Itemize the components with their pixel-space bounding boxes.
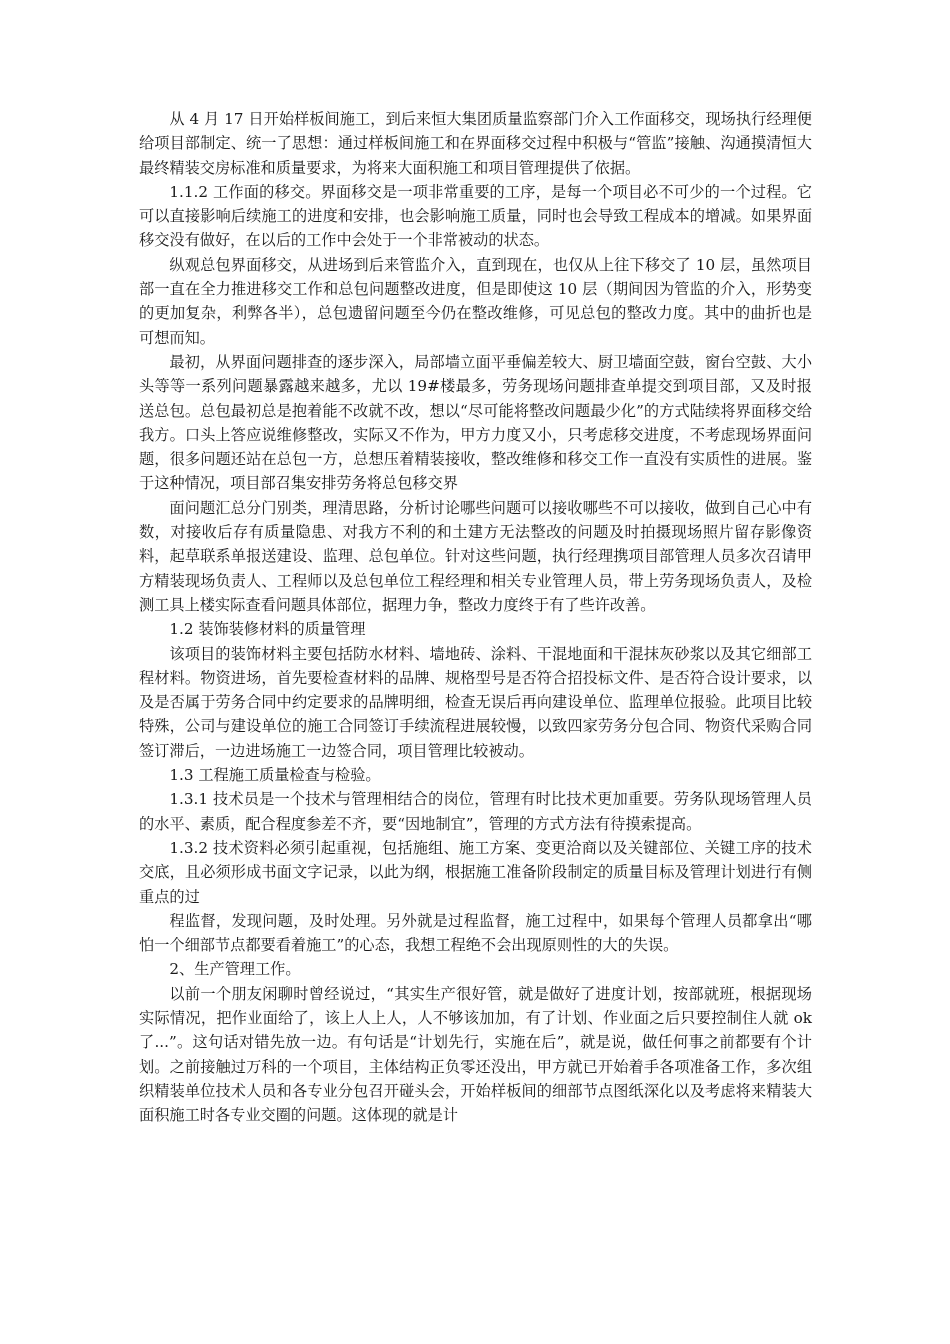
paragraph-1-3-2: 1.3.2 技术资料必须引起重视，包括施组、施工方案、变更洽商以及关键部位、关键工序的技术交底，且必须形成书面文字记录，以此为纲，根据施工准备阶段制定的质量目标及管理计划进行有侧重点的过 [139, 838, 812, 906]
paragraph-handover-overview: 纵观总包界面移交，从进场到后来管监介入，直到现在，也仅从上往下移交了 10 层，虽然项目部一直在全力推进移交工作和总包问题整改进度，但是即使这 10 层（期间因为管监的介入，形势变的更加复杂，利弊各半），总包遗留问题至今仍在整改维修，可见总包的整改力度。其中的曲折也是可想而知。 [139, 255, 812, 347]
paragraph-production-management: 以前一个朋友闲聊时曾经说过，“其实生产很好管，就是做好了进度计划，按部就班，根据现场实际情况，把作业面给了，该上人上人，人不够该加加，有了计划、作业面之后只要控制住人就 ok 了...”。这句话对错先放一边。有句话是“计划先行，实施在后”，就是说，做任何事之前都要有个计划。之前接触过万科的一个项目，主体结构正负零还没出，甲方就已开始着手各项准备工作，多次组织精装单位技术人员和各专业分包召开碰头会，开始样板间的细部节点图纸深化以及考虑将来精装大面积施工时各专业交圈的问题。这体现的就是计 [139, 984, 812, 1125]
paragraph-issue-summary: 面问题汇总分门别类，理清思路，分析讨论哪些问题可以接收哪些不可以接收，做到自己心中有数，对接收后存有质量隐患、对我方不利的和土建方无法整改的问题及时拍摄现场照片留存影像资料，起草联系单报送建设、监理、总包单位。针对这些问题，执行经理携项目部管理人员多次召请甲方精装现场负责人、工程师以及总包单位工程经理和相关专业管理人员，带上劳务现场负责人，及检测工具上楼实际查看问题具体部位，据理力争，整改力度终于有了些许改善。 [139, 498, 812, 614]
heading-2: 2、生产管理工作。 [169, 960, 301, 979]
paragraph-materials: 该项目的装饰材料主要包括防水材料、墙地砖、涂料、干混地面和干混抹灰砂浆以及其它细部工程材料。物资进场，首先要检查材料的品牌、规格型号是否符合招投标文件、是否符合设计要求，以及是否属于劳务合同中约定要求的品牌明细，检查无误后再向建设单位、监理单位报验。此项目比较特殊，公司与建设单位的施工合同签订手续流程进展较慢，以致四家劳务分包合同、物资代采购合同签订滞后，一边进场施工一边签合同，项目管理比较被动。 [139, 644, 812, 760]
paragraph-process-supervision: 程监督，发现问题，及时处理。另外就是过程监督，施工过程中，如果每个管理人员都拿出“哪怕一个细部节点都要看着施工”的心态，我想工程绝不会出现原则性的大的失误。 [139, 911, 812, 955]
paragraph-1-1-2: 1.1.2 工作面的移交。界面移交是一项非常重要的工序，是每一个项目必不可少的一个过程。它可以直接影响后续施工的进度和安排，也会影响施工质量，同时也会导致工程成本的增减。如果界面移交没有做好，在以后的工作中会处于一个非常被动的状态。 [139, 182, 812, 250]
paragraph-1-3-1: 1.3.1 技术员是一个技术与管理相结合的岗位，管理有时比技术更加重要。劳务队现场管理人员的水平、素质，配合程度参差不齐，要“因地制宜”，管理的方式方法有待摸索提高。 [139, 790, 812, 833]
document-body [139, 107, 812, 1127]
heading-1-3: 1.3 工程施工质量检查与检验。 [169, 766, 381, 785]
paragraph-initial-issues: 最初，从界面问题排查的逐步深入，局部墙立面平垂偏差较大、厨卫墙面空鼓，窗台空鼓、大小头等等一系列问题暴露越来越多，尤以 19#楼最多，劳务现场问题排查单提交到项目部，又及时报送总包。总包最初总是抱着能不改就不改，想以“尽可能将整改问题最少化”的方式陆续将界面移交给我方。口头上答应说维修整改，实际又不作为，甲方力度又小，只考虑移交进度，不考虑现场界面问题，很多问题还站在总包一方，总想压着精装接收，整改维修和移交工作一直没有实质性的进展。鉴于这种情况，项目部召集安排劳务将总包移交界 [139, 352, 812, 493]
paragraph-sample-room: 从 4 月 17 日开始样板间施工，到后来恒大集团质量监察部门介入工作面移交，现场执行经理便给项目部制定、统一了思想：通过样板间施工和在界面移交过程中积极与“管监”接触、沟通摸清恒大最终精装交房标准和质量要求，为将来大面积施工和项目管理提供了依据。 [139, 110, 812, 177]
heading-1-2: 1.2 装饰装修材料的质量管理 [169, 620, 366, 639]
